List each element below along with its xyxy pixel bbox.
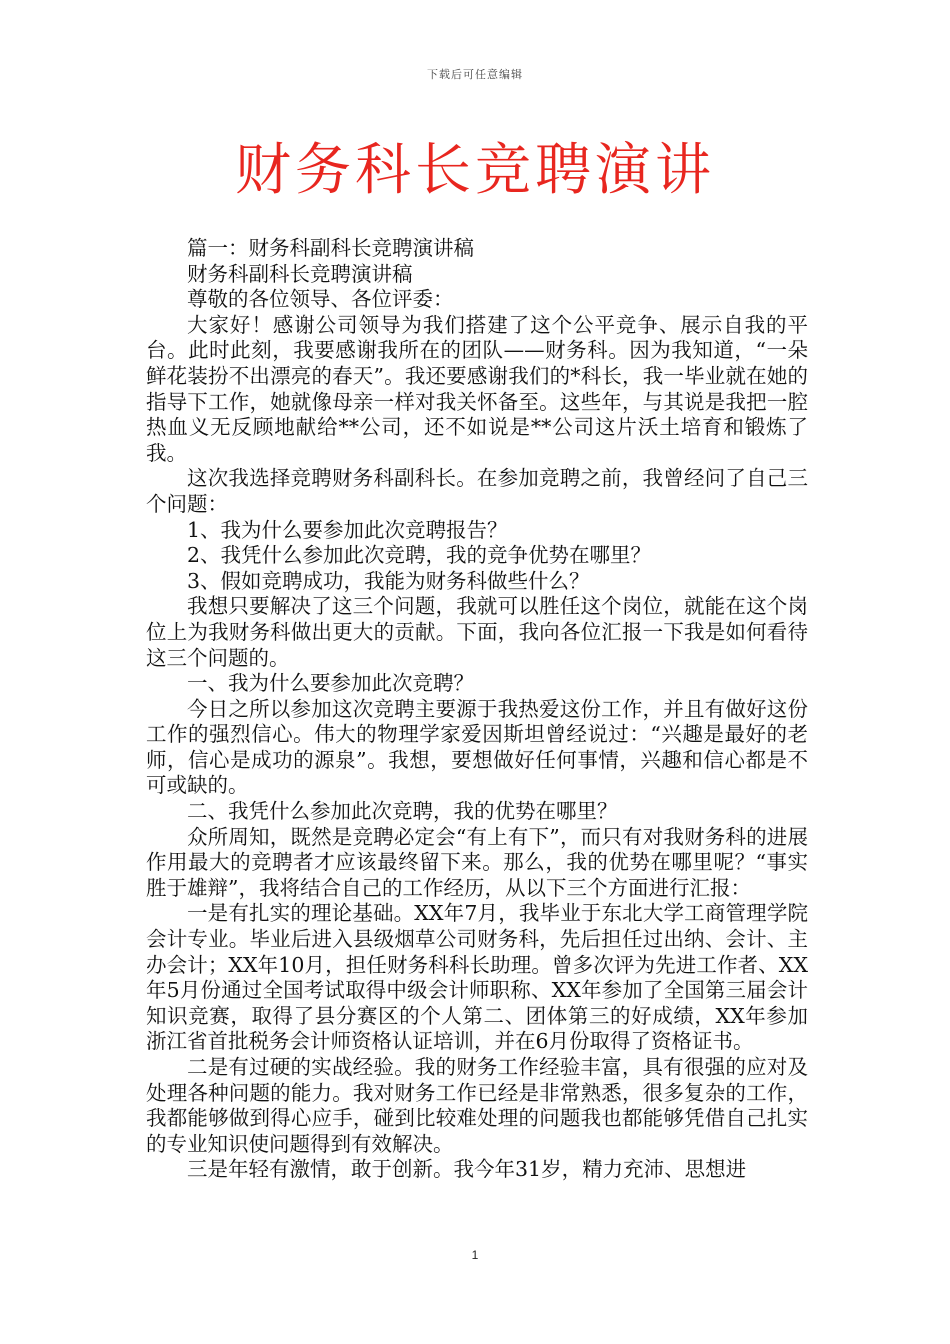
paragraph: 这次我选择竞聘财务科副科长。在参加竞聘之前，我曾经问了自己三个问题： (146, 466, 808, 516)
paragraph: 尊敬的各位领导、各位评委： (187, 287, 454, 312)
page-header: 下载后可任意编辑 (427, 68, 523, 81)
document-title: 财务科长竞聘演讲 (235, 138, 715, 203)
paragraph: 大家好！感谢公司领导为我们搭建了这个公平竞争、展示自我的平台。此时此刻，我要感谢我所在的团队——财务科。因为我知道，“一朵鲜花装扮不出漂亮的春天”。我还要感谢我们的*科长，我一毕业就在她的指导下工作，她就像母亲一样对我关怀备至。这些年，与其说是我把一腔热血义无反顾地献给**公司，还不如说是**公司这片沃土培育和锻炼了我。 (146, 312, 808, 465)
paragraph: 2、我凭什么参加此次竞聘，我的竞争优势在哪里？ (187, 543, 652, 568)
paragraph: 众所周知，既然是竞聘必定会“有上有下”，而只有对我财务科的进展作用最大的竞聘者才应该最终留下来。那么，我的优势在哪里呢？“事实胜于雄辩”，我将结合自己的工作经历，从以下三个方面进行汇报： (146, 824, 808, 900)
paragraph: 二是有过硬的实战经验。我的财务工作经验丰富，具有很强的应对及处理各种问题的能力。我对财务工作已经是非常熟悉，很多复杂的工作，我都能够做到得心应手，碰到比较难处理的问题我也都能够凭借自己扎实的专业知识使问题得到有效解决。 (146, 1055, 808, 1156)
paragraph: 三是年轻有激情，敢于创新。我今年31岁，精力充沛、思想进 (187, 1157, 747, 1182)
paragraph: 今日之所以参加这次竞聘主要源于我热爱这份工作，并且有做好这份工作的强烈信心。伟大的物理学家爱因斯坦曾经说过：“兴趣是最好的老师，信心是成功的源泉”。我想，要想做好任何事情，兴趣和信心都是不可或缺的。 (146, 696, 808, 798)
paragraph: 财务科副科长竞聘演讲稿 (187, 261, 413, 286)
paragraph: 3、假如竞聘成功，我能为财务科做些什么？ (187, 568, 590, 593)
paragraph: 一是有扎实的理论基础。XX年7月，我毕业于东北大学工商管理学院会计专业。毕业后进入县级烟草公司财务科，先后担任过出纳、会计、主办会计；XX年10月，担任财务科科长助理。曾多次评为先进工作者、XX年5月份通过全国考试取得中级会计师职称、XX年参加了全国第三届会计知识竞赛，取得了县分赛区的个人第二、团体第三的好成绩，XX年参加浙江省首批税务会计师资格认证培训，并在6月份取得了资格证书。 (146, 901, 808, 1054)
page-number: 1 (471, 1248, 479, 1262)
paragraph: 二、我凭什么参加此次竞聘，我的优势在哪里？ (187, 799, 618, 824)
paragraph: 1、我为什么要参加此次竞聘报告？ (187, 517, 508, 542)
paragraph: 一、我为什么要参加此次竞聘？ (187, 671, 474, 696)
paragraph: 我想只要解决了这三个问题，我就可以胜任这个岗位，就能在这个岗位上为我财务科做出更大的贡献。下面，我向各位汇报一下我是如何看待这三个问题的。 (146, 594, 808, 670)
document-body (146, 236, 808, 1183)
paragraph: 篇一：财务科副科长竞聘演讲稿 (187, 236, 474, 260)
